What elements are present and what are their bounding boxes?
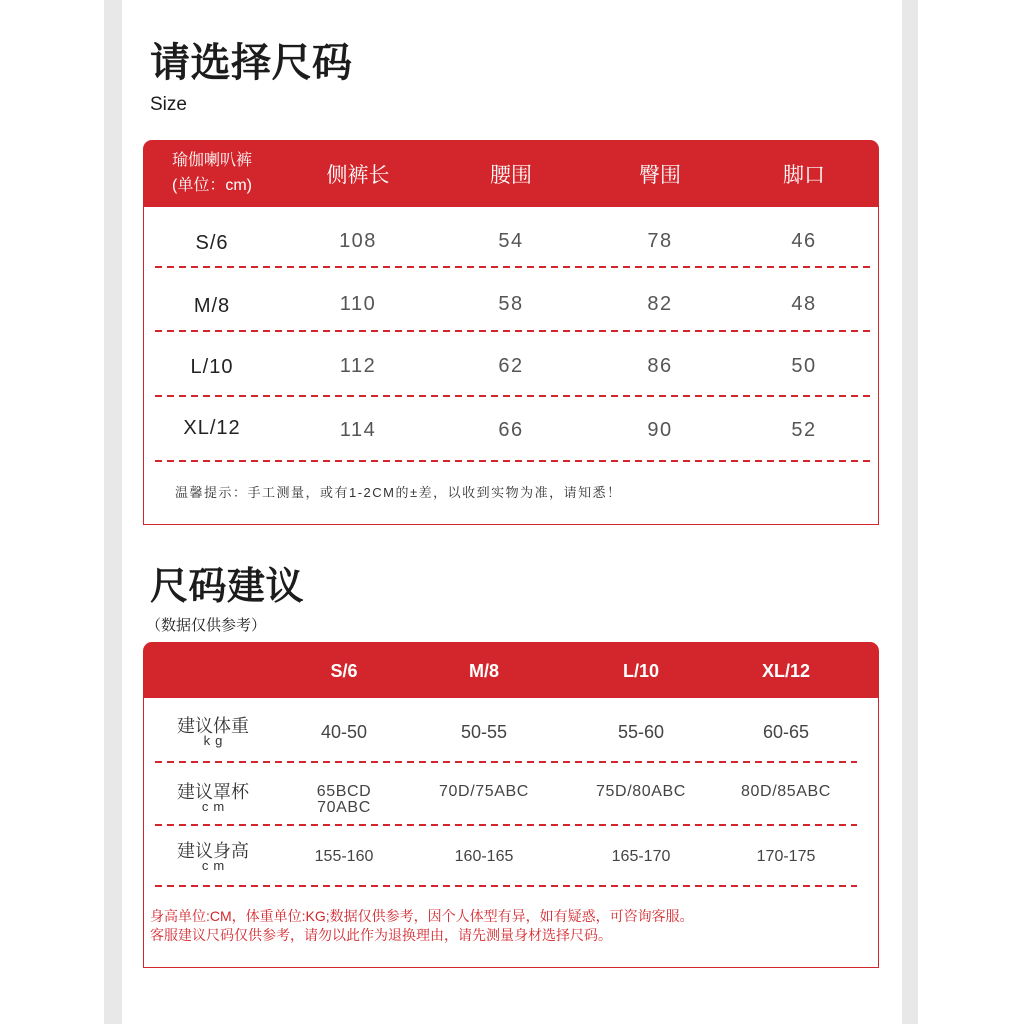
row-unit-weight: kg — [203, 733, 228, 748]
table-cell: 66 — [498, 419, 524, 441]
size-recommendation-table — [143, 642, 879, 968]
recommendation-header — [143, 642, 879, 698]
table-cell: 52 — [791, 419, 817, 441]
table-cell: 110 — [339, 293, 377, 315]
header-col-waist: 腰围 — [490, 164, 532, 187]
left-side-strip — [104, 0, 122, 1024]
recommendation-section-subtitle: （数据仅供参考） — [146, 617, 267, 634]
table-cell: 108 — [339, 230, 377, 252]
row-divider — [155, 824, 857, 826]
size-section-subtitle: Size — [150, 94, 187, 115]
table-cell: 80D/85ABC — [741, 783, 831, 800]
table-cell: 170-175 — [756, 848, 816, 865]
header-col-hem: 脚口 — [783, 164, 825, 187]
table-cell: 46 — [791, 230, 817, 252]
row-size-label: M/8 — [193, 295, 231, 317]
table-cell: 160-165 — [454, 848, 514, 865]
header-product-cell — [172, 148, 252, 198]
table-cell: 48 — [791, 293, 817, 315]
row-size-label: XL/12 — [183, 417, 241, 439]
table-cell: 50-55 — [460, 722, 508, 742]
return-policy-note: 客服建议尺码仅供参考，请勿以此作为退换理由，请先测量身材选择尺码。 — [150, 927, 612, 943]
table-cell — [317, 784, 372, 816]
size-section-title: 请选择尺码 — [150, 41, 353, 85]
table-cell: 86 — [647, 355, 673, 377]
table-cell: 55-60 — [617, 722, 665, 742]
header-col-xl: XL/12 — [761, 661, 811, 681]
row-unit-height: cm — [201, 858, 230, 873]
row-divider — [155, 885, 857, 887]
header-product-name: 瑜伽喇叭裤 — [171, 152, 253, 169]
header-col-s: S/6 — [330, 661, 358, 681]
header-col-l: L/10 — [622, 661, 660, 681]
table-cell: 40-50 — [320, 722, 368, 742]
table-cell: 112 — [339, 355, 377, 377]
table-cell: 50 — [791, 355, 817, 377]
header-unit: (单位：cm) — [171, 177, 252, 194]
right-side-strip — [902, 0, 918, 1024]
row-label-height: 建议身高 — [177, 841, 249, 861]
table-cell: 165-170 — [611, 848, 671, 865]
size-chart-table — [143, 140, 879, 525]
row-unit-cup: cm — [201, 799, 230, 814]
row-divider — [155, 395, 873, 397]
recommendation-section-title: 尺码建议 — [150, 566, 305, 608]
table-cell-line: 65BCD — [316, 783, 372, 800]
row-size-label: L/10 — [190, 356, 234, 378]
row-label-weight: 建议体重 — [177, 716, 249, 736]
row-divider — [155, 761, 857, 763]
table-cell: 78 — [647, 230, 673, 252]
table-cell: 60-65 — [762, 722, 810, 742]
header-col-m: M/8 — [468, 661, 500, 681]
table-cell: 75D/80ABC — [596, 783, 686, 800]
row-label-cup: 建议罩杯 — [177, 782, 249, 802]
table-cell: 62 — [498, 355, 524, 377]
table-cell: 82 — [647, 293, 673, 315]
table-cell: 90 — [647, 419, 673, 441]
table-cell: 114 — [339, 419, 377, 441]
unit-disclaimer-note: 身高单位:CM，体重单位:KG;数据仅供参考，因个人体型有异，如有疑惑，可咨询客服。 — [150, 908, 694, 924]
table-cell: 58 — [498, 293, 524, 315]
size-chart-header — [143, 140, 879, 207]
header-col-hip: 臀围 — [639, 164, 681, 187]
measurement-note: 温馨提示：手工测量，或有1-2CM的±差，以收到实物为准，请知悉！ — [175, 485, 622, 500]
header-col-side-length: 侧裤长 — [326, 164, 390, 187]
table-cell: 70D/75ABC — [439, 783, 529, 800]
table-cell-line: 70ABC — [317, 799, 371, 816]
row-divider — [155, 330, 873, 332]
table-cell: 54 — [498, 230, 524, 252]
row-size-label: S/6 — [195, 232, 229, 254]
row-divider — [155, 266, 873, 268]
row-divider — [155, 460, 873, 462]
table-cell: 155-160 — [314, 848, 374, 865]
